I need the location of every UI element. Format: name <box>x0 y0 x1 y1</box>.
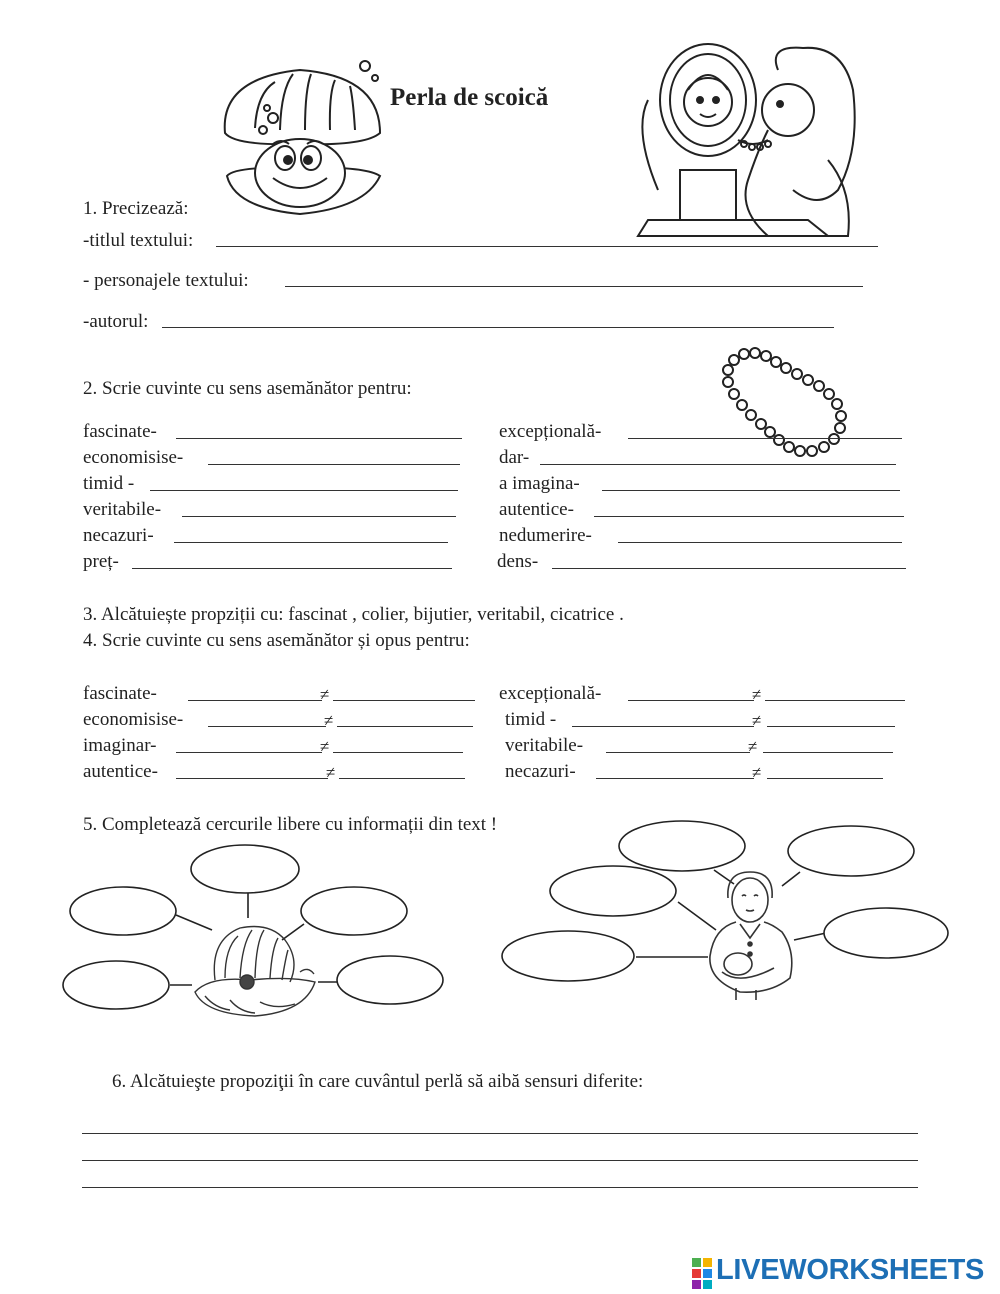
liveworksheets-brand[interactable]: LIVEWORKSHEETS <box>716 1254 985 1286</box>
q4-right-1-neq: ≠ <box>752 711 762 730</box>
q2-right-2: a imagina- <box>499 473 580 494</box>
oyster-bubble-lower-left[interactable] <box>63 961 169 1009</box>
q2-left-2: timid - <box>83 473 135 494</box>
q4-left-3: autentice- <box>83 761 158 782</box>
q2-right-4: nedumerire- <box>499 525 592 546</box>
q2-right-5: dens- <box>497 551 539 572</box>
q2-right-3: autentice- <box>499 499 574 520</box>
oyster-bubble-top[interactable] <box>191 845 299 893</box>
q4-heading: 4. Scrie cuvinte cu sens asemănător și opus pentru: <box>83 630 470 651</box>
q2-right-1: dar- <box>499 447 530 468</box>
q4-left-0-neq: ≠ <box>320 685 330 704</box>
q2-left-5: preț- <box>83 551 119 572</box>
oyster-pearl-icon <box>190 920 325 1020</box>
mother-bubble-top-right[interactable] <box>788 826 914 876</box>
q2-right-0: excepțională- <box>499 421 602 442</box>
q4-left-2: imaginar- <box>83 735 157 756</box>
q4-right-0: excepțională- <box>499 683 602 704</box>
q2-left-4: necazuri- <box>83 525 154 546</box>
q6-answer-line-1[interactable] <box>82 1133 918 1134</box>
q6-answer-line-3[interactable] <box>82 1187 918 1188</box>
q3-text: 3. Alcătuiește propziții cu: fascinat , colier, bijutier, veritabil, cicatrice . <box>83 604 624 625</box>
q4-right-2: veritabile- <box>505 735 584 756</box>
q4-right-1: timid - <box>505 709 557 730</box>
mother-bubble-top[interactable] <box>619 821 745 871</box>
oyster-bubble-upper-left[interactable] <box>70 887 176 935</box>
q6-text: 6. Alcătuieşte propoziţii în care cuvântul perlă să aibă sensuri diferite: <box>112 1071 644 1092</box>
mother-bubble-right[interactable] <box>824 908 948 958</box>
q4-left-0: fascinate- <box>83 683 157 704</box>
mother-bubble-lower-left[interactable] <box>502 931 634 981</box>
q1-title-label: -titlul textului: <box>83 230 194 251</box>
q4-right-0-neq: ≠ <box>752 685 762 704</box>
q4-right-2-neq: ≠ <box>748 737 758 756</box>
q1-characters-label: - personajele textului: <box>83 270 249 291</box>
q6-answer-line-2[interactable] <box>82 1160 918 1161</box>
q1-heading: 1. Precizează: <box>83 198 189 219</box>
q2-left-1: economisise- <box>83 447 184 468</box>
q1-author-label: -autorul: <box>83 311 149 332</box>
q4-left-1: economisise- <box>83 709 184 730</box>
q2-heading: 2. Scrie cuvinte cu sens asemănător pentru: <box>83 378 412 399</box>
q4-right-3: necazuri- <box>505 761 576 782</box>
mother-baby-icon <box>700 868 800 1000</box>
q2-left-0: fascinate- <box>83 421 157 442</box>
page-title: Perla de scoică <box>390 84 549 111</box>
q4-left-2-neq: ≠ <box>320 737 330 756</box>
q5-text: 5. Completează cercurile libere cu informații din text ! <box>83 814 498 835</box>
q2-left-3: veritabile- <box>83 499 162 520</box>
q4-left-3-neq: ≠ <box>326 763 336 782</box>
mother-bubble-upper-left[interactable] <box>550 866 676 916</box>
oyster-bubble-lower-right[interactable] <box>337 956 443 1004</box>
q4-right-3-neq: ≠ <box>752 763 762 782</box>
q4-left-1-neq: ≠ <box>324 711 334 730</box>
